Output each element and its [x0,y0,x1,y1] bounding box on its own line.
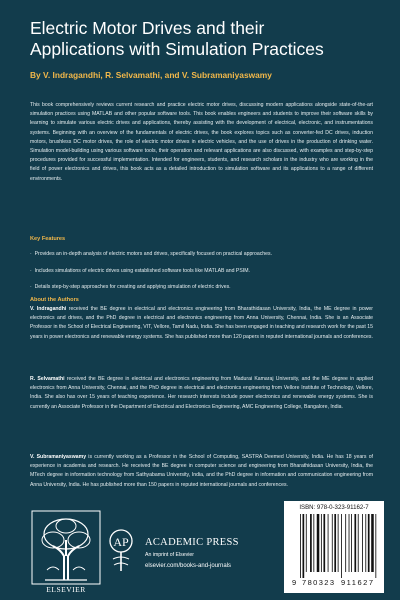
author-bio-name: V. Subramaniyaswamy [30,454,87,460]
svg-text:AP: AP [113,535,129,549]
author-bio-name: V. Indragandhi [30,306,67,312]
barcode-bar [334,514,336,572]
barcode-bar [345,514,346,572]
barcode-bar [341,514,342,578]
author-bio-name: R. Selvamathi [30,376,65,382]
key-feature-item: · Provides an in-depth analysis of electric motors and drives, specifically focused on practical approaches. [30,251,273,257]
book-title [30,18,380,60]
author-bio [30,453,373,490]
academic-press-name: ACADEMIC PRESS [145,537,239,548]
barcode-bar [354,514,356,572]
barcode-bar [321,514,322,572]
key-features-list [30,250,373,300]
barcode-bar [349,514,350,572]
elsevier-wordmark: ELSEVIER [46,585,86,594]
barcode-bar [323,514,325,572]
book-title-line-1: Electric Motor Drives and their [30,18,265,38]
barcode-bar [317,514,320,572]
barcode-bar [365,514,366,572]
author-bio-text: received the BE degree in electrical and electronics engineering from Bharathidasan University, India, the ME degree in power electronics and drives, and the PhD degree in electrical and electronics engineering from Anna University, Chennai, India. She is an Associate Professor in the School of Electrical Engineering, VIT, Vellore, Tamil Nadu, India. She has been engaged in teaching and research work for the past 15 years in power electronics and renewable energy systems. She has published more than 120 papers in reputed international journals and conferences. [30,306,373,340]
barcode-bar [371,514,374,572]
book-description: This book comprehensively reviews current research and practice electric motor drives, discussing modern applications alongside state-of-the-art simulation practices using MATLAB and other popular software tools. This book enables engineers and students to improve their software skills by learning to simulate various electric drives and applications, thereby assisting with the development of electrical, electronic, and instrumentations systems. Beginning with an overview of the fundamentals of electric drives, the book explores topics such as converter-fed DC drives, induction motors, brushless DC motor drives, the role of electric motor drives in electric vehicles, and the use of drives in the production of drinking water. Simulation model-building using various software tools, their operation and relevant applications are also discussed, with examples and step-by-step procedures provided for successful implementation. Intended for engineers, students, and research scholars in the industry who are working in the field of power electronics and drives, this book acts as a detailed introduction to simulation software and its applications to a range of different environments. [30,102,373,182]
barcode-digits-right: 911627 [341,578,373,586]
key-features-heading: Key Features [30,236,66,242]
barcode-bar [310,514,312,572]
isbn-number: ISBN: 978-0-323-91162-7 [299,504,369,511]
barcode-bar [303,514,305,578]
barcode-bar [358,514,359,572]
barcode-bar [328,514,329,572]
book-title-line-2: Applications with Simulation Practices [30,39,324,59]
author-bio [30,375,373,412]
author-bio-text: received the BE degree in electrical and electronics engineering from Madurai Kamaraj University, and the ME degree in applied electronics from Anna University, Chennai, and the PhD degree in electrical and electronics engineering from Vellore Institute of Technology, Vellore, India. She also has over 15 years of teaching experience. Her research interests include power electronics and renewable energy systems. She is currently an Associate Professor in the Department of Electrical and Electronics Engineering, AMC Engineering College, Bangalore, India. [30,376,373,410]
barcode-bar [368,514,370,572]
barcode-bar [362,514,363,572]
about-authors-heading: About the Authors [30,297,79,303]
barcode-bar [313,514,314,572]
author-bio-text: is currently working as a Professor in the School of Computing, SASTRA Deemed University, India. He has 18 years of experience in academia and research. He received the BE degree in computer science and engineering from Bharathidasan University, India, the MTech degree in information technology from Sathyabama University, India, and the PhD degree in information and communication engineering from Anna University, India. He has published more than 150 papers in reputed international journals and conferences. [30,454,373,488]
barcode-digits-lead: 9 [292,578,297,586]
barcode-bar [306,514,307,572]
barcode-bar [332,514,333,572]
barcode-image [292,514,378,586]
barcode-digits-left: 780323 [302,578,334,586]
key-feature-item: · Details step-by-step approaches for creating and applying simulation of electric drives. [30,284,231,291]
key-feature-item: · Includes simulations of electric drives using established software tools like MATLAB and PSIM. [30,267,250,274]
elsevier-tree-logo [31,510,101,586]
academic-press-logo-icon [103,527,139,573]
isbn-barcode-panel [284,501,384,593]
barcode-bar [300,514,301,578]
barcode-bar [351,514,352,572]
barcode-bar [375,514,376,578]
barcode-bar [338,514,339,572]
author-bio [30,305,373,342]
imprint-note: An imprint of Elsevier [145,552,195,558]
publisher-url[interactable]: elsevier.com/books-and-journals [145,563,232,569]
author-byline: By V. Indragandhi, R. Selvamathi, and V. Subramaniyaswamy [30,70,272,80]
